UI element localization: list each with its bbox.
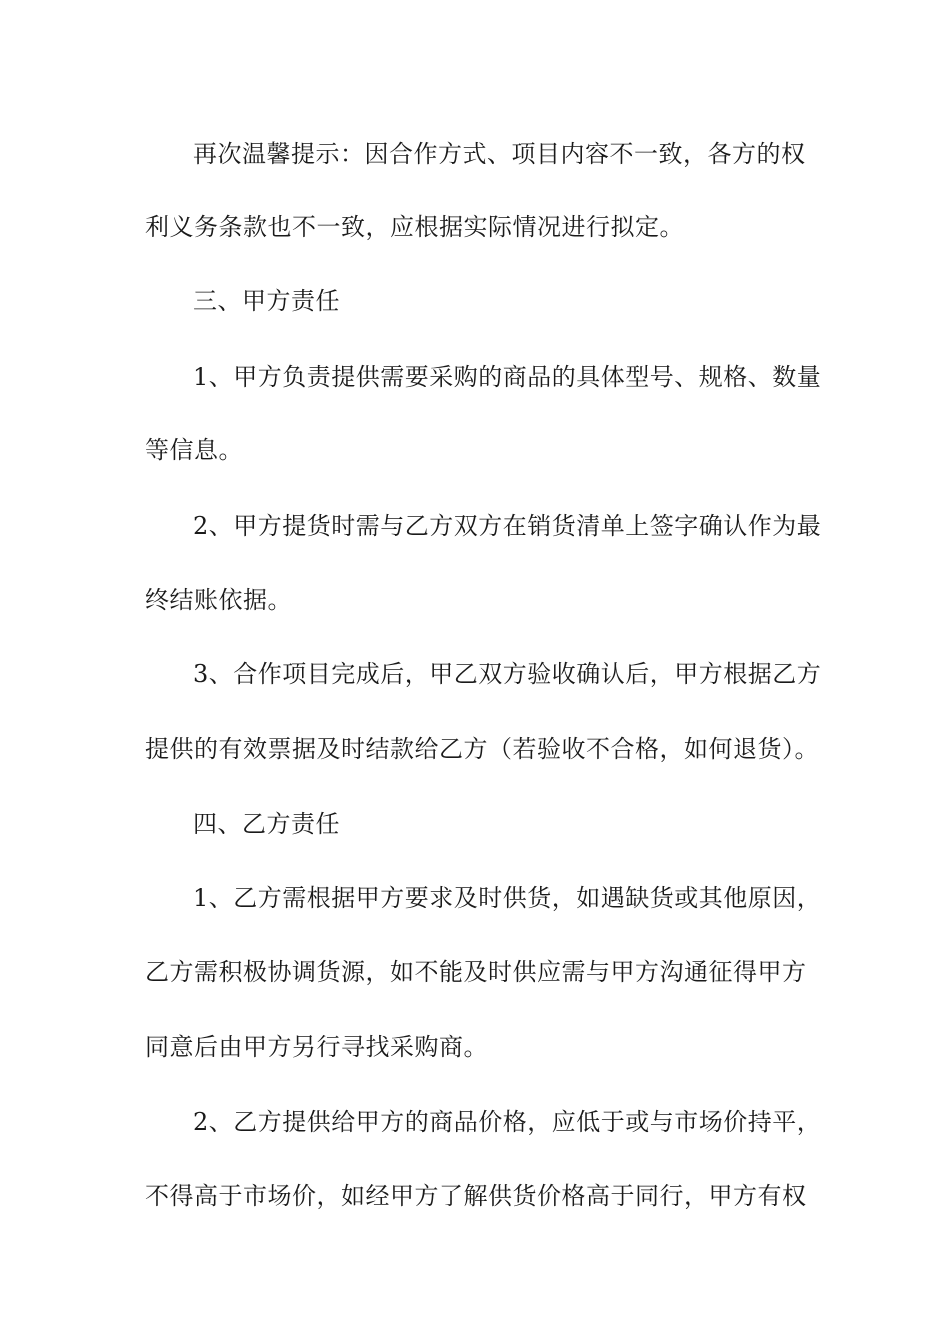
paragraph-line: 3、合作项目完成后，甲乙双方验收确认后，甲方根据乙方	[193, 660, 822, 688]
paragraph-line: 不得高于市场价，如经甲方了解供货价格高于同行，甲方有权	[145, 1182, 807, 1210]
paragraph-line: 提供的有效票据及时结款给乙方（若验收不合格，如何退货）。	[145, 735, 819, 763]
paragraph-line: 利义务条款也不一致，应根据实际情况进行拟定。	[145, 213, 684, 241]
paragraph-line: 乙方需积极协调货源，如不能及时供应需与甲方沟通征得甲方	[145, 958, 807, 986]
paragraph-line: 2、乙方提供给甲方的商品价格，应低于或与市场价持平，	[193, 1108, 822, 1136]
section-heading: 四、乙方责任	[193, 810, 340, 838]
paragraph-line: 同意后由甲方另行寻找采购商。	[145, 1033, 488, 1061]
section-heading: 三、甲方责任	[193, 287, 340, 315]
paragraph-line: 2、甲方提货时需与乙方双方在销货清单上签字确认作为最	[193, 512, 822, 540]
paragraph-line: 等信息。	[145, 436, 243, 464]
paragraph-line: 再次温馨提示：因合作方式、项目内容不一致，各方的权	[193, 140, 806, 168]
paragraph-line: 1、甲方负责提供需要采购的商品的具体型号、规格、数量	[193, 363, 822, 391]
paragraph-line: 1、乙方需根据甲方要求及时供货，如遇缺货或其他原因，	[193, 884, 822, 912]
paragraph-line: 终结账依据。	[145, 586, 292, 614]
